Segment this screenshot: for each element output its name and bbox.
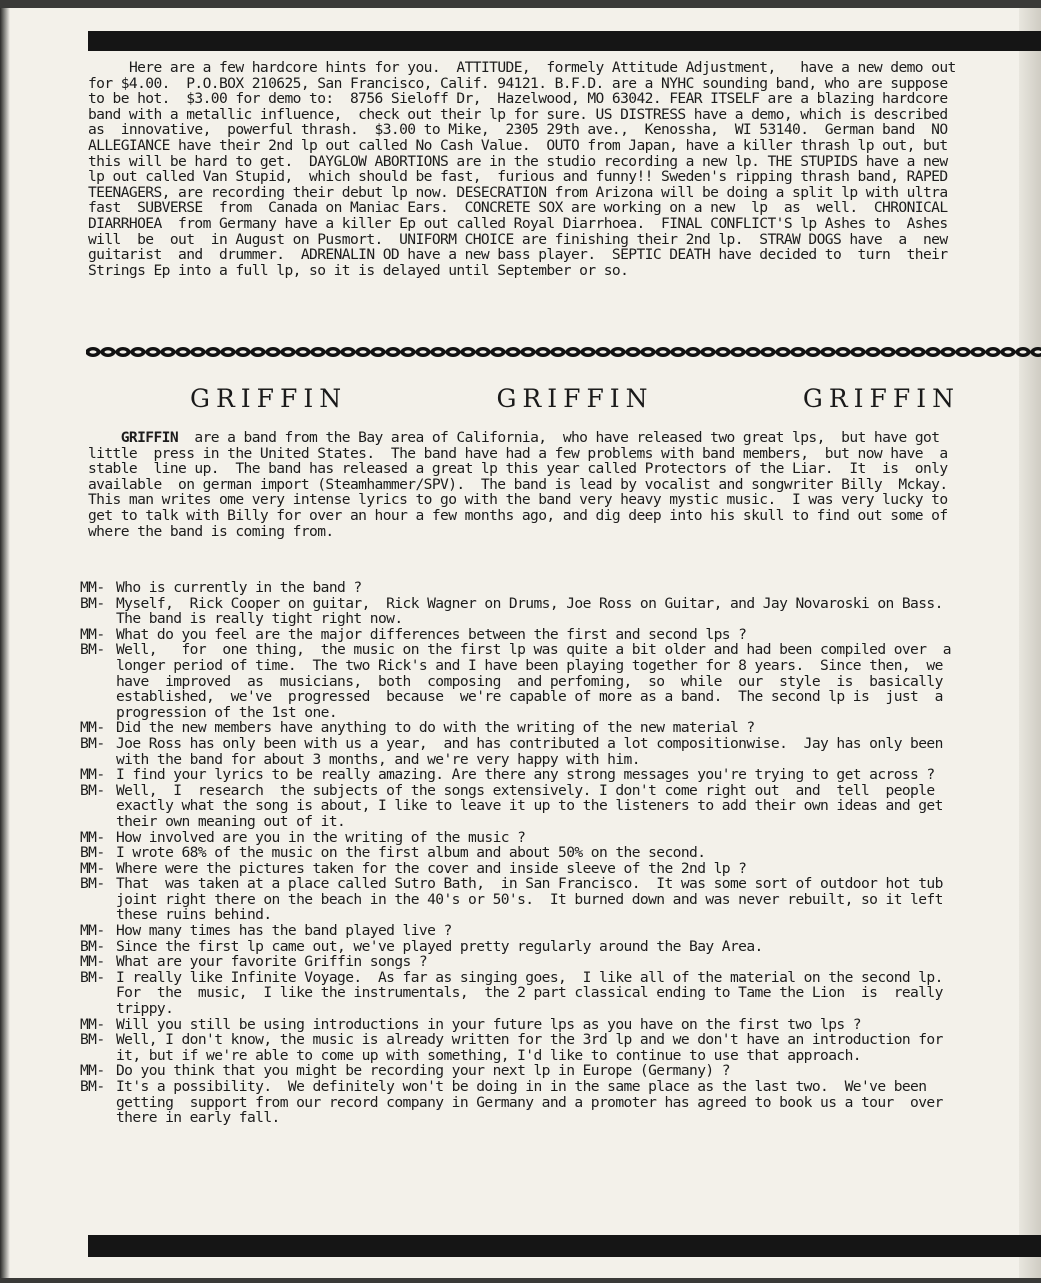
chain-link-hole xyxy=(795,350,802,353)
chain-link-hole xyxy=(915,350,922,353)
question-line xyxy=(80,830,1015,846)
interview-text: How many times has the band played live ? xyxy=(116,922,452,940)
answer-line xyxy=(80,674,1015,690)
answer-line xyxy=(80,798,1015,814)
chain-link-hole xyxy=(465,350,472,353)
interview-text: these ruins behind. xyxy=(116,906,272,924)
news-line: to be hot. $3.00 for demo to: 8756 Sieloff Dr, Hazelwood, MO 63042. FEAR ITSELF are a blazing hardcore xyxy=(88,90,948,108)
answer-line xyxy=(80,1079,1015,1095)
chain-link-hole xyxy=(570,350,577,353)
interview xyxy=(80,580,1015,1126)
speaker-tag xyxy=(80,689,116,705)
heading-3: GRIFFIN xyxy=(802,384,960,413)
chain-link-hole xyxy=(630,350,637,353)
chain-link-hole xyxy=(255,350,262,353)
interview-text: have improved as musicians, both composing and perfoming, so while our style is basically xyxy=(116,672,943,690)
answer-line xyxy=(80,642,1015,658)
interview-text: Since the first lp came out, we've played pretty regularly around the Bay Area. xyxy=(116,937,763,955)
chain-link-hole xyxy=(240,350,247,353)
chain-link-hole xyxy=(195,350,202,353)
chain-link-hole xyxy=(780,350,787,353)
question-line xyxy=(80,1017,1015,1033)
news-line: TEENAGERS, are recording their debut lp now. DESECRATION from Arizona will be doing a split lp with ultra xyxy=(88,183,948,201)
interview-text: Well, I don't know, the music is already written for the 3rd lp and we don't have an introduction for xyxy=(116,1031,943,1049)
chain-link-hole xyxy=(885,350,892,353)
chain-link-hole xyxy=(525,350,532,353)
interview-text: joint right there on the beach in the 40's or 50's. It burned down and was never rebuilt, so it left xyxy=(116,890,943,908)
heading-2: GRIFFIN xyxy=(496,384,654,413)
news-line: this will be hard to get. DAYGLOW ABORTIONS are in the studio recording a new lp. THE STUPIDS have a new xyxy=(88,152,948,170)
speaker-tag: MM- xyxy=(80,953,105,971)
interview-text: progression of the 1st one. xyxy=(116,703,338,721)
chain-link-hole xyxy=(1005,350,1012,353)
answer-line xyxy=(80,845,1015,861)
question-line xyxy=(80,627,1015,643)
question-line xyxy=(80,954,1015,970)
speaker-tag: BM- xyxy=(80,641,105,659)
question-line xyxy=(80,923,1015,939)
news-line: DIARRHOEA from Germany have a killer Ep out called Royal Diarrhoea. FINAL CONFLICT'S lp Ashes to Ashes xyxy=(88,214,948,232)
news-line: fast SUBVERSE from Canada on Maniac Ears. CONCRETE SOX are working on a new lp as well. CHRONICAL xyxy=(88,199,948,217)
answer-line xyxy=(80,783,1015,799)
chain-link-hole xyxy=(930,350,937,353)
answer-line xyxy=(80,985,1015,1001)
top-black-bar xyxy=(88,31,1041,51)
page-edge xyxy=(1019,8,1041,1278)
chain-link-hole xyxy=(705,350,712,353)
chain-link-hole xyxy=(405,350,412,353)
question-line xyxy=(80,861,1015,877)
speaker-tag: MM- xyxy=(80,1062,105,1080)
chain-link-hole xyxy=(540,350,547,353)
chain-link-hole xyxy=(645,350,652,353)
speaker-tag xyxy=(80,907,116,923)
chain-link-hole xyxy=(105,350,112,353)
speaker-tag xyxy=(80,1048,116,1064)
chain-divider xyxy=(86,342,1041,362)
answer-line xyxy=(80,596,1015,612)
chain-link-hole xyxy=(150,350,157,353)
interview-text: longer period of time. The two Rick's and I have been playing together for 8 years. Since then, we xyxy=(116,656,943,674)
answer-line xyxy=(80,907,1015,923)
chain-link-hole xyxy=(975,350,982,353)
speaker-tag xyxy=(80,798,116,814)
zine-page xyxy=(0,8,1041,1278)
news-line: Strings Ep into a full lp, so it is delayed until September or so. xyxy=(88,261,629,279)
speaker-tag: MM- xyxy=(80,859,105,877)
answer-line xyxy=(80,689,1015,705)
band-name: GRIFFIN xyxy=(120,429,179,446)
answer-line xyxy=(80,1095,1015,1111)
chain-link-hole xyxy=(600,350,607,353)
speaker-tag xyxy=(80,814,116,830)
speaker-tag xyxy=(80,674,116,690)
speaker-tag xyxy=(80,611,116,627)
speaker-tag: BM- xyxy=(80,1031,105,1049)
chain-link-hole xyxy=(660,350,667,353)
news-line: lp out called Van Stupid, which should be fast, furious and funny!! Sweden's ripping thrash band, RAPED xyxy=(88,168,948,186)
chain-link-hole xyxy=(510,350,517,353)
answer-line xyxy=(80,1001,1015,1017)
speaker-tag: BM- xyxy=(80,968,105,986)
speaker-tag: MM- xyxy=(80,1015,105,1033)
chain-link-hole xyxy=(480,350,487,353)
news-line: Here are a few hardcore hints for you. ATTITUDE, formely Attitude Adjustment, have a new demo out xyxy=(88,59,956,76)
interview-text: That was taken at a place called Sutro Bath, in San Francisco. It was some sort of outdoor hot tub xyxy=(116,875,943,893)
interview-text: with the band for about 3 months, and we're very happy with him. xyxy=(116,750,640,768)
bottom-black-bar xyxy=(88,1235,1041,1257)
speaker-tag xyxy=(80,705,116,721)
speaker-tag xyxy=(80,1110,116,1126)
speaker-tag: BM- xyxy=(80,594,105,612)
interview-text: I find your lyrics to be really amazing. Are there any strong messages you're trying to get across ? xyxy=(116,766,935,784)
answer-line xyxy=(80,876,1015,892)
chain-link-hole xyxy=(675,350,682,353)
chain-link-hole xyxy=(960,350,967,353)
indent xyxy=(88,429,121,446)
speaker-tag xyxy=(80,1001,116,1017)
answer-line xyxy=(80,814,1015,830)
interview-text: Will you still be using introductions in your future lps as you have on the first two lps ? xyxy=(116,1015,861,1033)
interview-text: Did the new members have anything to do with the writing of the new material ? xyxy=(116,719,755,737)
speaker-tag: MM- xyxy=(80,719,105,737)
chain-link-hole xyxy=(840,350,847,353)
interview-text: Well, for one thing, the music on the first lp was quite a bit older and had been compiled over a xyxy=(116,641,951,659)
chain-divider-art xyxy=(86,342,1041,362)
interview-text: It's a possibility. We definitely won't be doing in in the same place as the last two. We've been xyxy=(116,1078,927,1095)
intro-lines xyxy=(88,446,1010,540)
interview-text: their own meaning out of it. xyxy=(116,812,346,830)
speaker-tag: MM- xyxy=(80,579,105,596)
interview-text: getting support from our record company in Germany and a promoter has agreed to book us a tour over xyxy=(116,1093,943,1111)
speaker-tag: MM- xyxy=(80,922,105,940)
intro-line: get to talk with Billy for over an hour a few months ago, and dig deep into his skull to find out some of xyxy=(88,506,948,524)
chain-link-hole xyxy=(720,350,727,353)
interview-text: there in early fall. xyxy=(116,1109,280,1127)
news-line: as innovative, powerful thrash. $3.00 to Mike, 2305 29th ave., Kenossha, WI 53140. German band NO xyxy=(88,121,948,139)
chain-link-hole xyxy=(345,350,352,353)
interview-text: What are your favorite Griffin songs ? xyxy=(116,953,428,971)
interview-text: Well, I research the subjects of the songs extensively. I don't come right out and tell people xyxy=(116,781,935,799)
chain-link-hole xyxy=(435,350,442,353)
chain-link-hole xyxy=(765,350,772,353)
speaker-tag xyxy=(80,658,116,674)
speaker-tag xyxy=(80,752,116,768)
intro-line: stable line up. The band has released a great lp this year called Protectors of the Liar. It is only xyxy=(88,460,948,478)
chain-link-hole xyxy=(750,350,757,353)
answer-line xyxy=(80,939,1015,955)
chain-link-hole xyxy=(225,350,232,353)
chain-link-hole xyxy=(825,350,832,353)
chain-link-hole xyxy=(270,350,277,353)
page-shadow xyxy=(0,8,10,1278)
interview-text: trippy. xyxy=(116,1000,174,1018)
chain-link-hole xyxy=(90,350,97,353)
chain-link-hole xyxy=(315,350,322,353)
chain-link-hole xyxy=(585,350,592,353)
chain-link-hole xyxy=(135,350,142,353)
interview-text: Do you think that you might be recording your next lp in Europe (Germany) ? xyxy=(116,1062,730,1080)
answer-line xyxy=(80,736,1015,752)
chain-link-hole xyxy=(945,350,952,353)
chain-link-hole xyxy=(330,350,337,353)
question-line xyxy=(80,580,1015,596)
question-line xyxy=(80,720,1015,736)
news-line: band with a metallic influence, check out their lp for sure. US DISTRESS have a demo, which is described xyxy=(88,105,948,123)
chain-link-hole xyxy=(360,350,367,353)
chain-link-hole xyxy=(495,350,502,353)
chain-link-hole xyxy=(735,350,742,353)
speaker-tag: MM- xyxy=(80,828,105,846)
speaker-tag: BM- xyxy=(80,875,105,893)
speaker-tag xyxy=(80,1095,116,1111)
answer-line xyxy=(80,892,1015,908)
speaker-tag: BM- xyxy=(80,781,105,799)
chain-link-hole xyxy=(120,350,127,353)
intro-line: This man writes ome very intense lyrics to go with the band very heavy mystic music. I was very lucky to xyxy=(88,491,948,509)
heading-1: GRIFFIN xyxy=(190,384,348,413)
chain-link-hole xyxy=(390,350,397,353)
chain-link-hole xyxy=(555,350,562,353)
chain-link-hole xyxy=(300,350,307,353)
chain-link-hole xyxy=(690,350,697,353)
speaker-tag: MM- xyxy=(80,625,105,643)
chain-link-hole xyxy=(1020,350,1027,353)
interview-text: I wrote 68% of the music on the first album and about 50% on the second. xyxy=(116,844,706,862)
answer-line xyxy=(80,970,1015,986)
interview-text: The band is really tight right now. xyxy=(116,610,403,628)
interview-text: established, we've progressed because we're capable of more as a band. The second lp is just a xyxy=(116,688,943,706)
interview-text: exactly what the song is about, I like to leave it up to the listeners to add their own ideas and get xyxy=(116,797,943,815)
chain-link-hole xyxy=(810,350,817,353)
interview-text: How involved are you in the writing of the music ? xyxy=(116,828,526,846)
speaker-tag xyxy=(80,892,116,908)
news-line: guitarist and drummer. ADRENALIN OD have a new bass player. SEPTIC DEATH have decided to turn their xyxy=(88,246,948,264)
speaker-tag: BM- xyxy=(80,734,105,752)
interview-text: Joe Ross has only been with us a year, and has contributed a lot compositionwise. Jay has only been xyxy=(116,734,943,752)
news-line: ALLEGIANCE have their 2nd lp out called No Cash Value. OUTO from Japan, have a killer thrash lp out, but xyxy=(88,136,948,154)
chain-link-hole xyxy=(855,350,862,353)
answer-line xyxy=(80,705,1015,721)
news-line: for $4.00. P.O.BOX 210625, San Francisco, Calif. 94121. B.F.D. are a NYHC sounding band, who are suppose xyxy=(88,74,948,92)
speaker-tag: MM- xyxy=(80,766,105,784)
chain-link-hole xyxy=(180,350,187,353)
chain-link-hole xyxy=(285,350,292,353)
interview-text: it, but if we're able to come up with something, I'd like to continue to use that approach. xyxy=(116,1046,861,1064)
griffin-heading-row xyxy=(190,384,960,413)
interview-text: What do you feel are the major differences between the first and second lps ? xyxy=(116,625,747,643)
question-line xyxy=(80,1063,1015,1079)
answer-line xyxy=(80,611,1015,627)
intro-line: available on german import (Steamhammer/SPV). The band is lead by vocalist and songwriter Billy Mckay. xyxy=(88,475,948,493)
intro-line: where the band is coming from. xyxy=(88,522,334,540)
chain-link-hole xyxy=(900,350,907,353)
speaker-tag: BM- xyxy=(80,844,105,862)
answer-line xyxy=(80,1048,1015,1064)
speaker-tag xyxy=(80,985,116,1001)
news-column xyxy=(88,60,1010,278)
chain-link-hole xyxy=(450,350,457,353)
interview-text: I really like Infinite Voyage. As far as singing goes, I like all of the material on the second lp. xyxy=(116,968,943,986)
interview-text: For the music, I like the instrumentals, the 2 part classical ending to Tame the Lion is really xyxy=(116,984,943,1002)
chain-link-hole xyxy=(165,350,172,353)
news-line: will be out in August on Pusmort. UNIFORM CHOICE are finishing their 2nd lp. STRAW DOGS have a new xyxy=(88,230,948,248)
griffin-intro xyxy=(88,430,1010,539)
question-line xyxy=(80,767,1015,783)
answer-line xyxy=(80,658,1015,674)
interview-text: Who is currently in the band ? xyxy=(116,579,362,596)
answer-line xyxy=(80,1032,1015,1048)
chain-link-hole xyxy=(210,350,217,353)
answer-line xyxy=(80,752,1015,768)
intro-line: little press in the United States. The band have had a few problems with band members, but now have a xyxy=(88,444,948,462)
chain-link-hole xyxy=(375,350,382,353)
chain-link-hole xyxy=(615,350,622,353)
answer-line xyxy=(80,1110,1015,1126)
chain-link-hole xyxy=(420,350,427,353)
speaker-tag: BM- xyxy=(80,1078,105,1095)
interview-text: Myself, Rick Cooper on guitar, Rick Wagner on Drums, Joe Ross on Guitar, and Jay Novaroski on Bass. xyxy=(116,594,943,612)
chain-link-hole xyxy=(990,350,997,353)
speaker-tag: BM- xyxy=(80,937,105,955)
chain-link-hole xyxy=(870,350,877,353)
interview-text: Where were the pictures taken for the cover and inside sleeve of the 2nd lp ? xyxy=(116,859,747,877)
intro-first-line: are a band from the Bay area of California, who have released two great lps, but have got xyxy=(178,429,940,446)
